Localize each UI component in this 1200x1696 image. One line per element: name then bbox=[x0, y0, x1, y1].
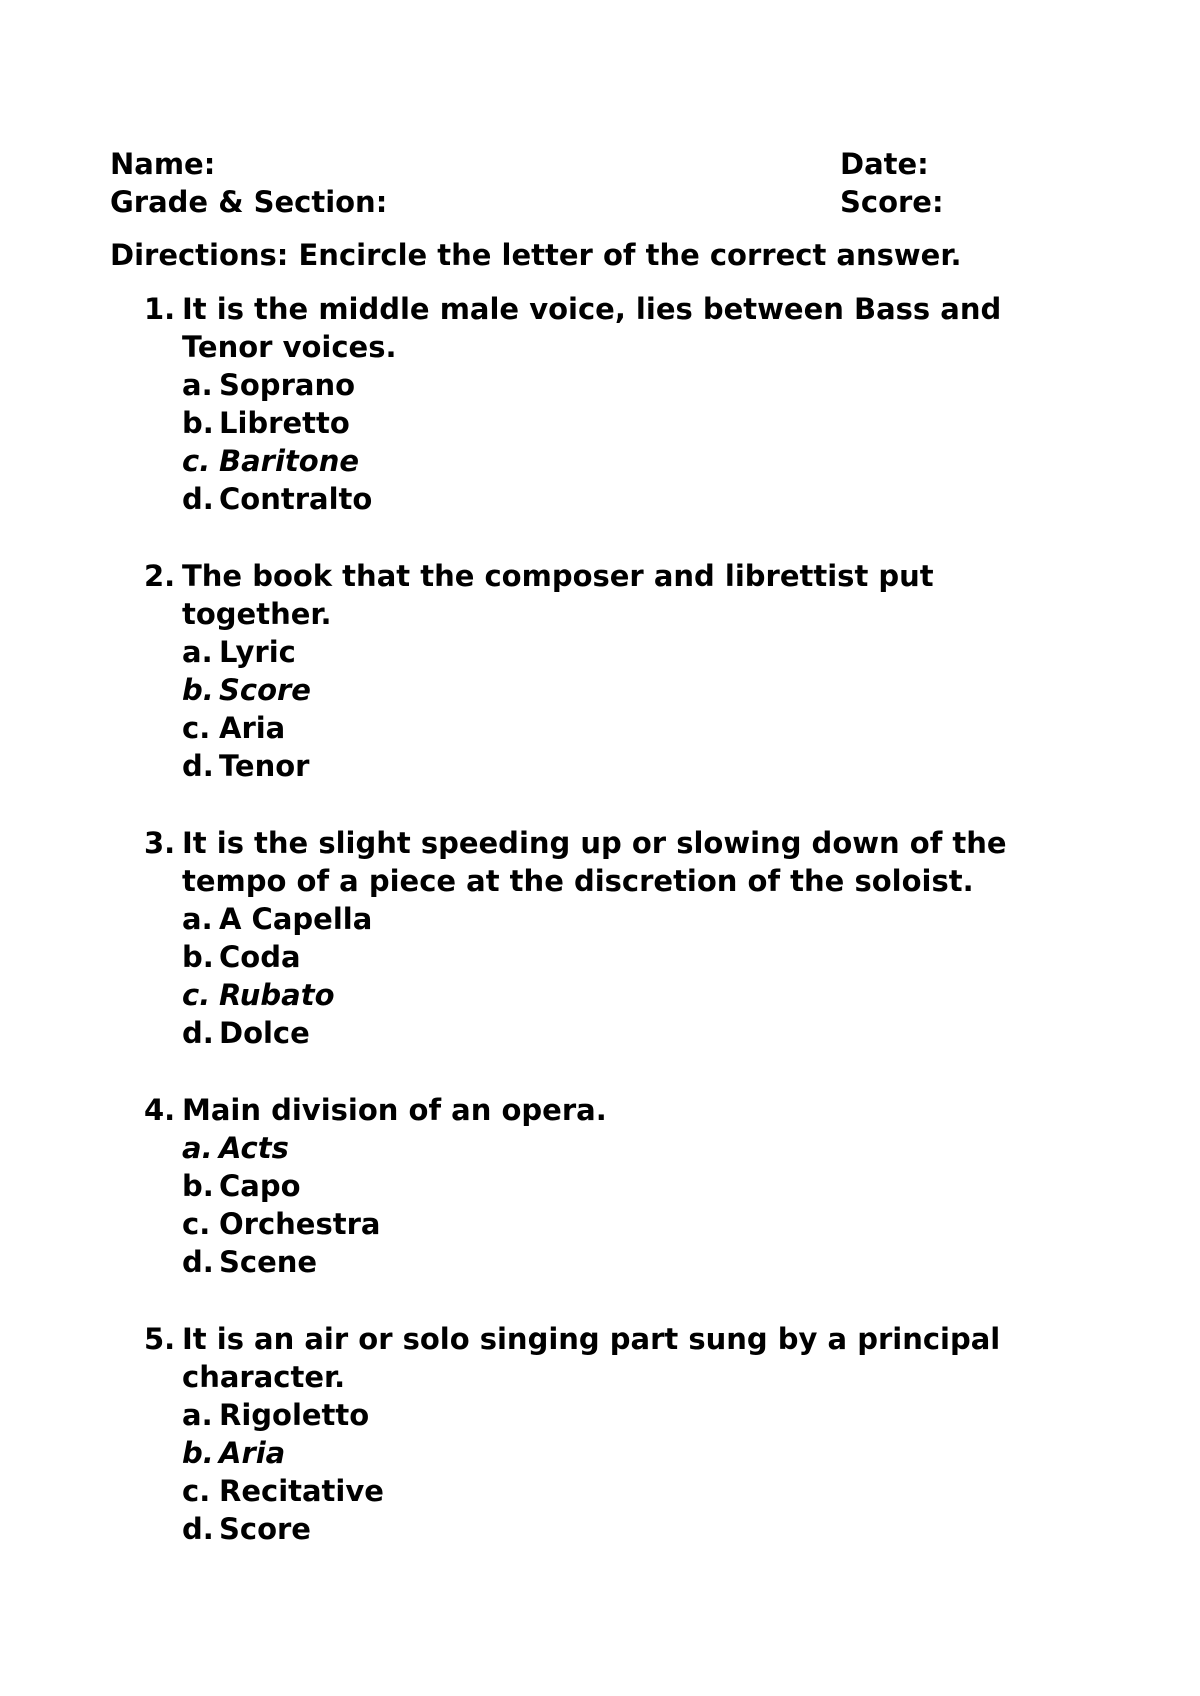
option-text: Libretto bbox=[219, 406, 350, 440]
option-d[interactable] bbox=[110, 1014, 1070, 1052]
question-number: 1. bbox=[144, 292, 176, 326]
question-text: It is the slight speeding up or slowing down of the tempo of a piece at the discretion of the soloist. bbox=[182, 826, 1007, 898]
option-letter: b. bbox=[182, 940, 214, 974]
option-letter: b. bbox=[182, 1436, 214, 1470]
option-letter: b. bbox=[182, 1169, 214, 1203]
date-label: Date: bbox=[840, 147, 929, 181]
option-letter: a. bbox=[182, 635, 213, 669]
question-text: It is an air or solo singing part sung by a principal character. bbox=[182, 1322, 1001, 1394]
option-text: Scene bbox=[219, 1245, 318, 1279]
question-number: 4. bbox=[144, 1093, 176, 1127]
option-letter: d. bbox=[182, 482, 214, 516]
option-c[interactable] bbox=[110, 976, 1070, 1014]
options-list bbox=[110, 633, 1070, 785]
option-letter: d. bbox=[182, 1016, 214, 1050]
option-c[interactable] bbox=[110, 1205, 1070, 1243]
option-letter: c. bbox=[182, 1474, 211, 1508]
option-letter: d. bbox=[182, 1245, 214, 1279]
option-a[interactable] bbox=[110, 1396, 1070, 1434]
option-text: Rubato bbox=[219, 978, 335, 1012]
question-1 bbox=[110, 290, 1070, 518]
option-b[interactable] bbox=[110, 1167, 1070, 1205]
option-letter: a. bbox=[182, 1131, 213, 1165]
option-text: Score bbox=[219, 673, 311, 707]
option-text: Lyric bbox=[219, 635, 296, 669]
option-text: Contralto bbox=[219, 482, 373, 516]
option-letter: c. bbox=[182, 444, 211, 478]
header-row-grade-score bbox=[110, 183, 1110, 221]
question-4 bbox=[110, 1091, 1070, 1281]
question-5 bbox=[110, 1320, 1070, 1548]
question-number: 5. bbox=[144, 1322, 176, 1356]
option-letter: c. bbox=[182, 978, 211, 1012]
option-text: Coda bbox=[219, 940, 301, 974]
option-text: Baritone bbox=[219, 444, 360, 478]
option-letter: d. bbox=[182, 749, 214, 783]
option-a[interactable] bbox=[110, 1129, 1070, 1167]
option-text: Rigoletto bbox=[219, 1398, 370, 1432]
directions: Directions: Encircle the letter of the correct answer. bbox=[110, 238, 962, 272]
options-list bbox=[110, 366, 1070, 518]
question-number: 3. bbox=[144, 826, 176, 860]
option-c[interactable] bbox=[110, 1472, 1070, 1510]
header-row-name-date bbox=[110, 145, 1110, 183]
option-text: Capo bbox=[219, 1169, 301, 1203]
option-text: Score bbox=[219, 1512, 311, 1546]
option-b[interactable] bbox=[110, 938, 1070, 976]
option-text: A Capella bbox=[219, 902, 373, 936]
option-letter: c. bbox=[182, 1207, 211, 1241]
option-letter: a. bbox=[182, 368, 213, 402]
option-c[interactable] bbox=[110, 709, 1070, 747]
option-text: Aria bbox=[219, 1436, 286, 1470]
options-list bbox=[110, 1396, 1070, 1548]
option-text: Recitative bbox=[219, 1474, 384, 1508]
option-a[interactable] bbox=[110, 633, 1070, 671]
option-text: Dolce bbox=[219, 1016, 310, 1050]
option-c[interactable] bbox=[110, 442, 1070, 480]
option-letter: d. bbox=[182, 1512, 214, 1546]
options-list bbox=[110, 900, 1070, 1052]
option-text: Tenor bbox=[219, 749, 310, 783]
question-text: It is the middle male voice, lies between Bass and Tenor voices. bbox=[182, 292, 1002, 364]
question-2 bbox=[110, 557, 1070, 785]
options-list bbox=[110, 1129, 1070, 1281]
question-number: 2. bbox=[144, 559, 176, 593]
option-text: Aria bbox=[219, 711, 286, 745]
question-text: The book that the composer and librettist put together. bbox=[182, 559, 934, 631]
option-letter: a. bbox=[182, 902, 213, 936]
option-d[interactable] bbox=[110, 747, 1070, 785]
option-b[interactable] bbox=[110, 671, 1070, 709]
score-label: Score: bbox=[840, 185, 944, 219]
option-d[interactable] bbox=[110, 1243, 1070, 1281]
option-a[interactable] bbox=[110, 366, 1070, 404]
option-text: Acts bbox=[219, 1131, 289, 1165]
question-text: Main division of an opera. bbox=[182, 1093, 607, 1127]
option-letter: c. bbox=[182, 711, 211, 745]
grade-section-label: Grade & Section: bbox=[110, 185, 388, 219]
option-d[interactable] bbox=[110, 480, 1070, 518]
name-label: Name: bbox=[110, 147, 216, 181]
option-letter: b. bbox=[182, 406, 214, 440]
option-letter: a. bbox=[182, 1398, 213, 1432]
question-3 bbox=[110, 824, 1070, 1052]
option-a[interactable] bbox=[110, 900, 1070, 938]
option-text: Orchestra bbox=[219, 1207, 381, 1241]
option-text: Soprano bbox=[219, 368, 356, 402]
option-d[interactable] bbox=[110, 1510, 1070, 1548]
option-b[interactable] bbox=[110, 1434, 1070, 1472]
option-letter: b. bbox=[182, 673, 214, 707]
option-b[interactable] bbox=[110, 404, 1070, 442]
